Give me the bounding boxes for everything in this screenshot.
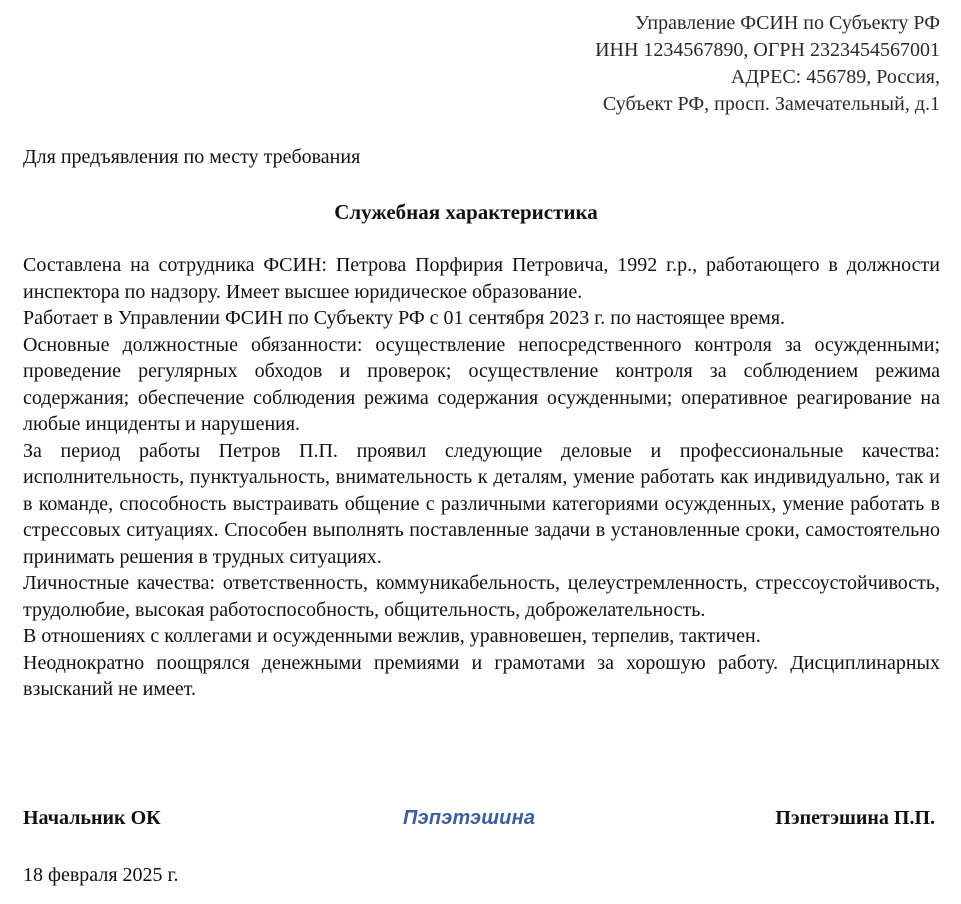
paragraph-employment: Работает в Управлении ФСИН по Субъекту РФ с 01 сентября 2023 г. по настоящее время.: [23, 307, 786, 329]
paragraph-duties: Основные должностные обязанности: осуществление непосредственного контроля за осужденными; проведение регулярных обходов и проверок; осуществление контроля за соблюдением режима содержания; обеспечение соблюдения режима содержания осужденными; оперативное реагирование на любые инциденты и нарушения.: [23, 333, 940, 435]
header-line-ids: ИНН 1234567890, ОГРН 2323454567001: [595, 39, 940, 61]
signer-name: Пэпетэшина П.П.: [775, 807, 935, 829]
signer-position: Начальник ОК: [23, 807, 161, 829]
header-line-street: Субъект РФ, просп. Замечательный, д.1: [602, 93, 940, 115]
paragraph-awards: Неоднократно поощрялся денежными премиями и грамотами за хорошую работу. Дисциплинарных взысканий не имеет.: [23, 651, 940, 700]
paragraph-employee: Составлена на сотрудника ФСИН: Петрова Порфирия Петровича, 1992 г.р., работающего в должности инспектора по надзору. Имеет высшее юридическое образование.: [23, 254, 940, 303]
handwritten-signature: Пэпэтэшина: [403, 807, 536, 829]
document-body: [23, 252, 940, 703]
header-line-address: АДРЕС: 456789, Россия,: [730, 66, 940, 88]
signature-block: [23, 804, 935, 832]
paragraph-qualities: За период работы Петров П.П. проявил следующие деловые и профессиональные качества: исполнительность, пунктуальность, внимательность к деталям, умение работать как индивидуально, так и в команде, способность выстраивать общение с различными категориями осужденных, умение работать в стрессовых ситуациях. Способен выполнять поставленные задачи в установленные сроки, самостоятельно принимать решения в трудных ситуациях.: [23, 439, 940, 568]
organization-header: [595, 10, 940, 118]
header-line-org: Управление ФСИН по Субъекту РФ: [634, 12, 940, 34]
document-date: 18 февраля 2025 г.: [23, 864, 179, 886]
paragraph-relations: В отношениях с коллегами и осужденными вежлив, уравновешен, терпелив, тактичен.: [23, 625, 761, 647]
paragraph-personal-qualities: Личностные качества: ответственность, коммуникабельность, целеустремленность, стрессоустойчивость, трудолюбие, высокая работоспособность, общительность, доброжелательность.: [23, 572, 940, 621]
document-title: Служебная характеристика: [334, 200, 598, 224]
presentation-note: Для предъявления по месту требования: [23, 146, 361, 168]
